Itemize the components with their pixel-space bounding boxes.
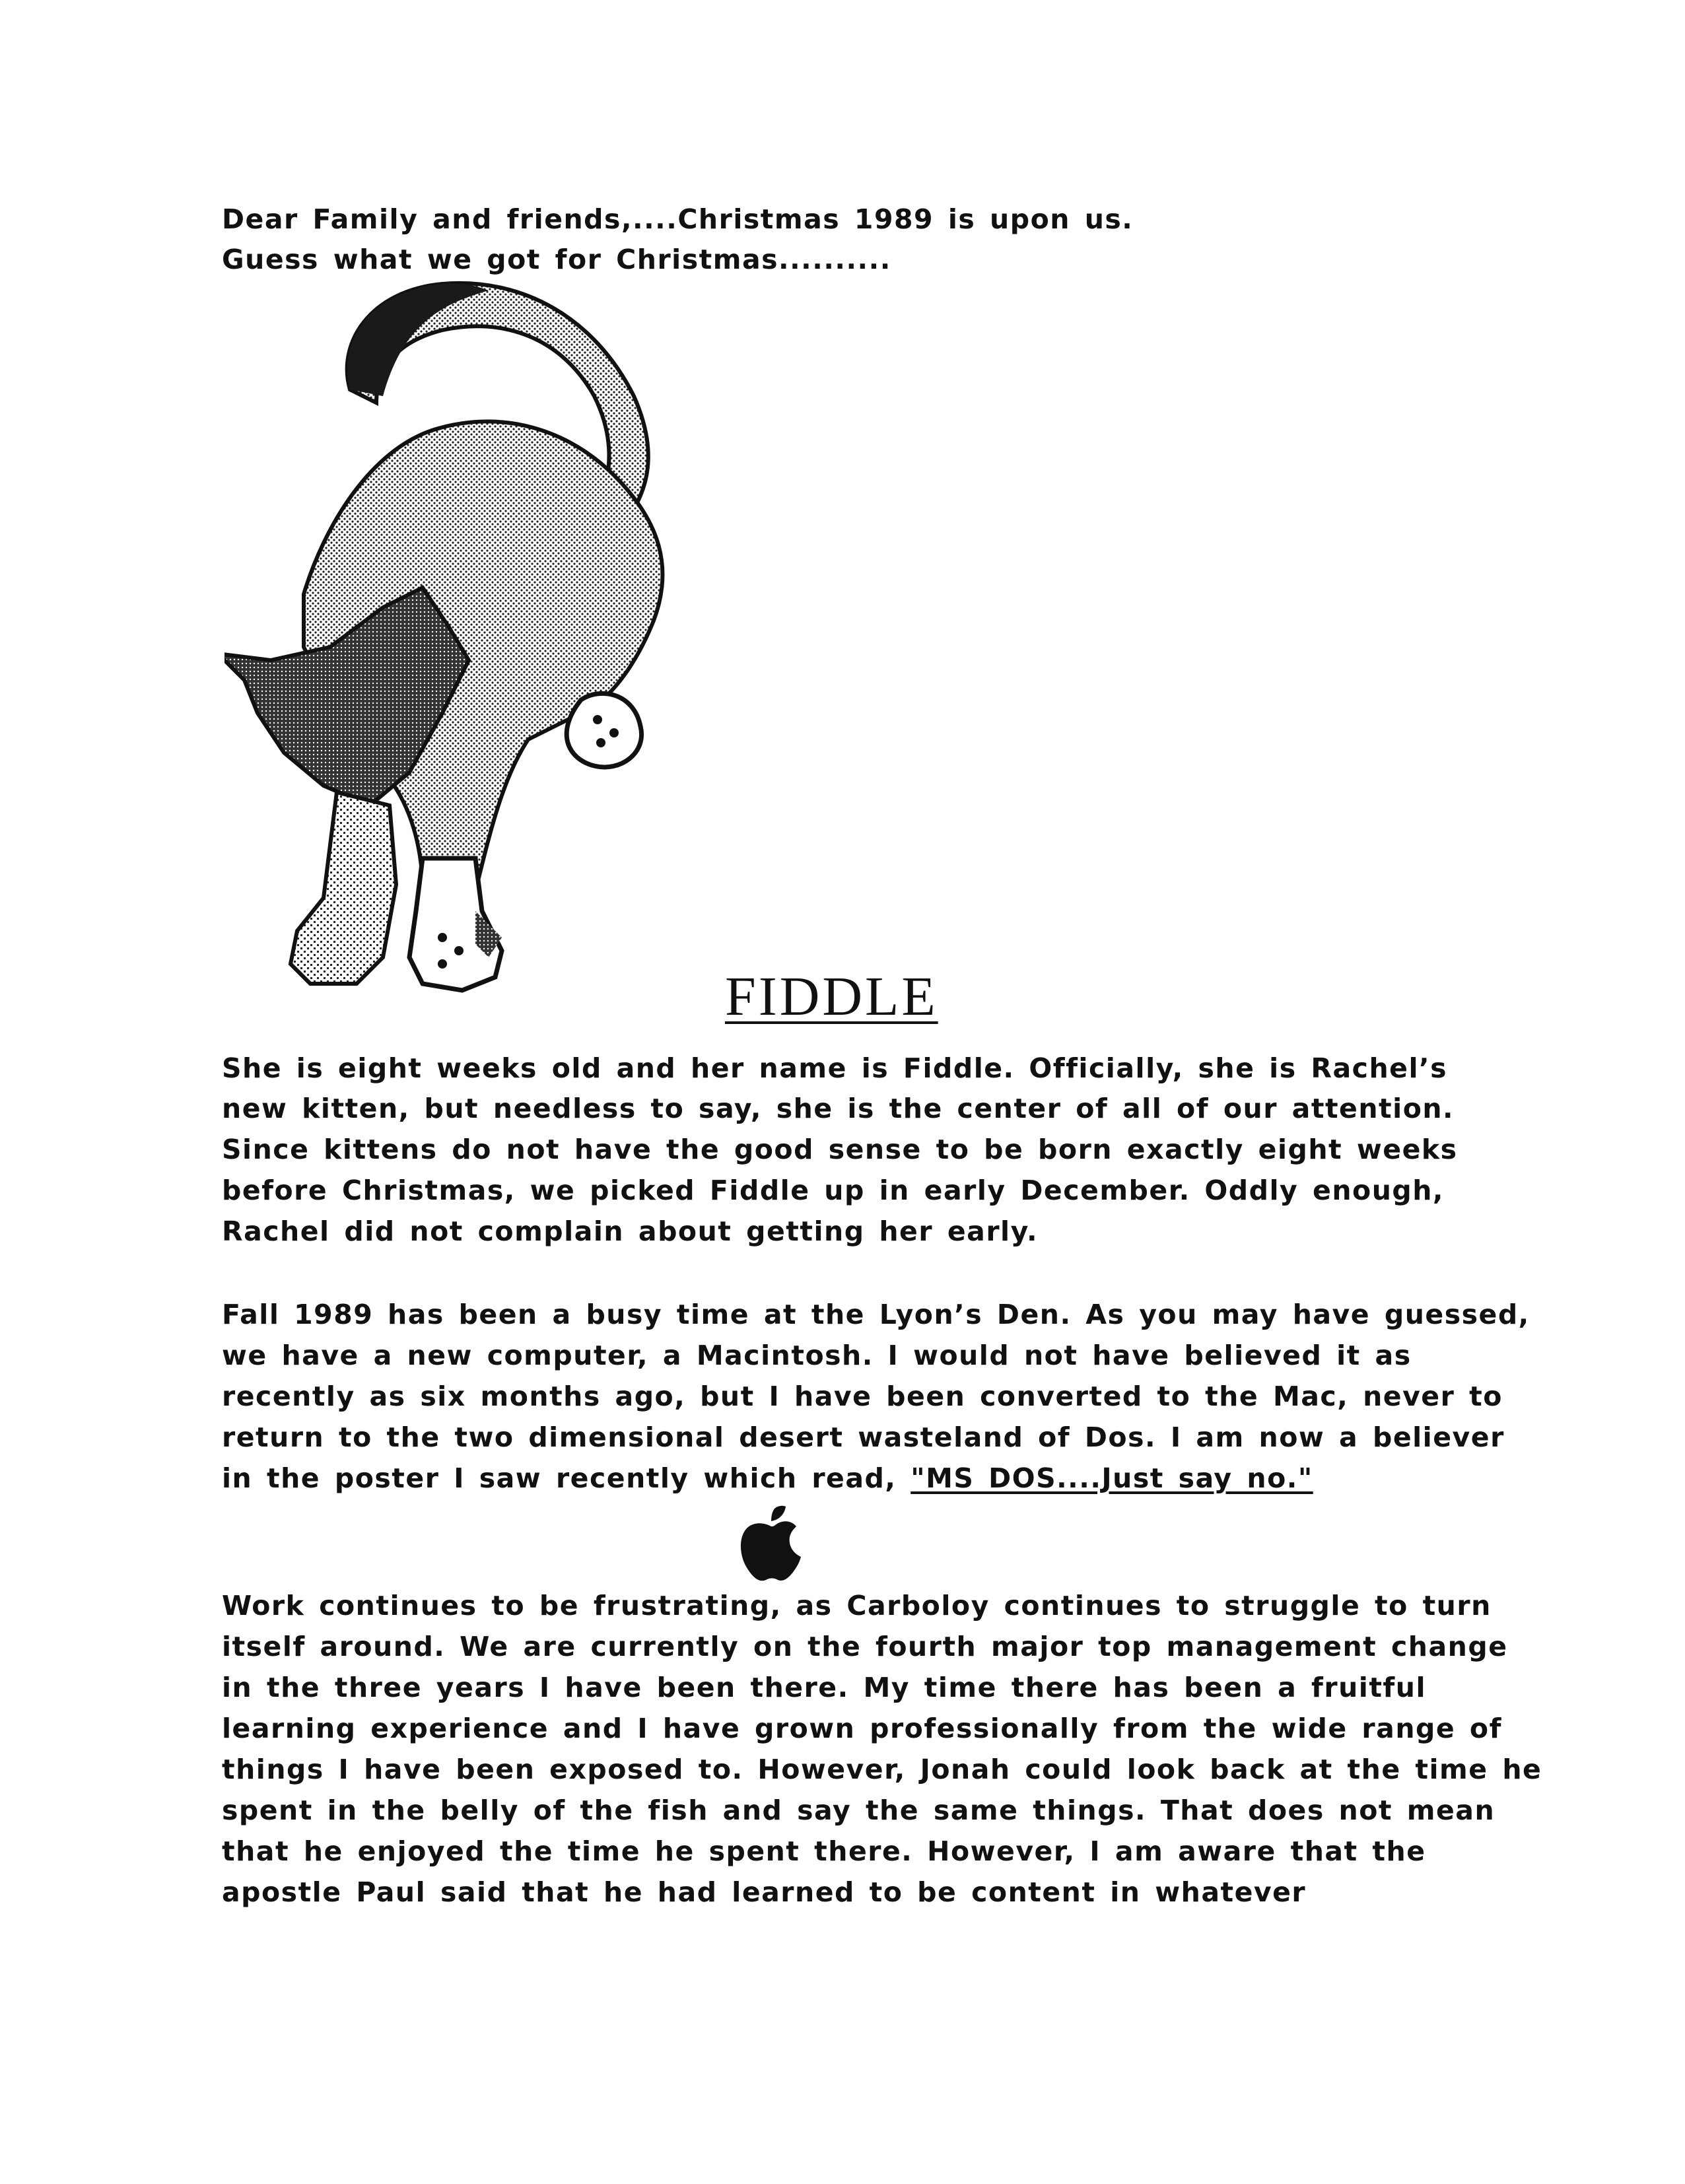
paragraph-line: Fall 1989 has been a busy time at the Lyon’s Den. As you may have guessed, <box>222 1299 1530 1330</box>
paragraph-line: learning experience and I have grown professionally from the wide range of <box>222 1713 1502 1744</box>
greeting-line-2: Guess what we got for Christmas.......... <box>222 244 891 275</box>
paragraph-line: things I have been exposed to. However, Jonah could look back at the time he <box>222 1754 1542 1785</box>
greeting-line: Dear Family and friends,....Christmas 1989 is upon us. <box>222 203 1134 235</box>
paragraph-line: in the three years I have been there. My time there has been a fruitful <box>222 1672 1426 1703</box>
apple-logo-icon <box>738 1505 804 1585</box>
paragraph-line: She is eight weeks old and her name is Fiddle. Officially, she is Rachel’s <box>222 1052 1447 1084</box>
paragraph-line: new kitten, but needless to say, she is the center of all of our attention. <box>222 1093 1455 1124</box>
paragraph-line: we have a new computer, a Macintosh. I would not have believed it as <box>222 1340 1412 1371</box>
paragraph-line: Rachel did not complain about getting her early. <box>222 1215 1039 1247</box>
cat-illustration <box>224 277 739 1037</box>
paragraph-line: spent in the belly of the fish and say the same things. That does not mean <box>222 1794 1496 1826</box>
paragraph-line: recently as six months ago, but I have been converted to the Mac, never to <box>222 1381 1503 1412</box>
paragraph-line: Work continues to be frustrating, as Carboloy continues to struggle to turn <box>222 1590 1492 1621</box>
paragraph-line: apostle Paul said that he had learned to be content in whatever <box>222 1876 1307 1908</box>
paragraph-line: itself around. We are currently on the fourth major top management change <box>222 1631 1508 1662</box>
page-title: FIDDLE <box>725 966 938 1027</box>
ms-dos-quote: "MS DOS....Just say no." <box>911 1462 1313 1494</box>
paragraph-line <box>222 1462 1313 1494</box>
paragraph-line: Since kittens do not have the good sense to be born exactly eight weeks <box>222 1134 1458 1165</box>
paragraph-line: that he enjoyed the time he spent there. However, I am aware that the <box>222 1835 1426 1867</box>
paragraph-line: before Christmas, we picked Fiddle up in early December. Oddly enough, <box>222 1175 1445 1206</box>
paragraph-text: in the poster I saw recently which read, <box>222 1462 911 1494</box>
paragraph-line: return to the two dimensional desert wasteland of Dos. I am now a believer <box>222 1421 1505 1453</box>
